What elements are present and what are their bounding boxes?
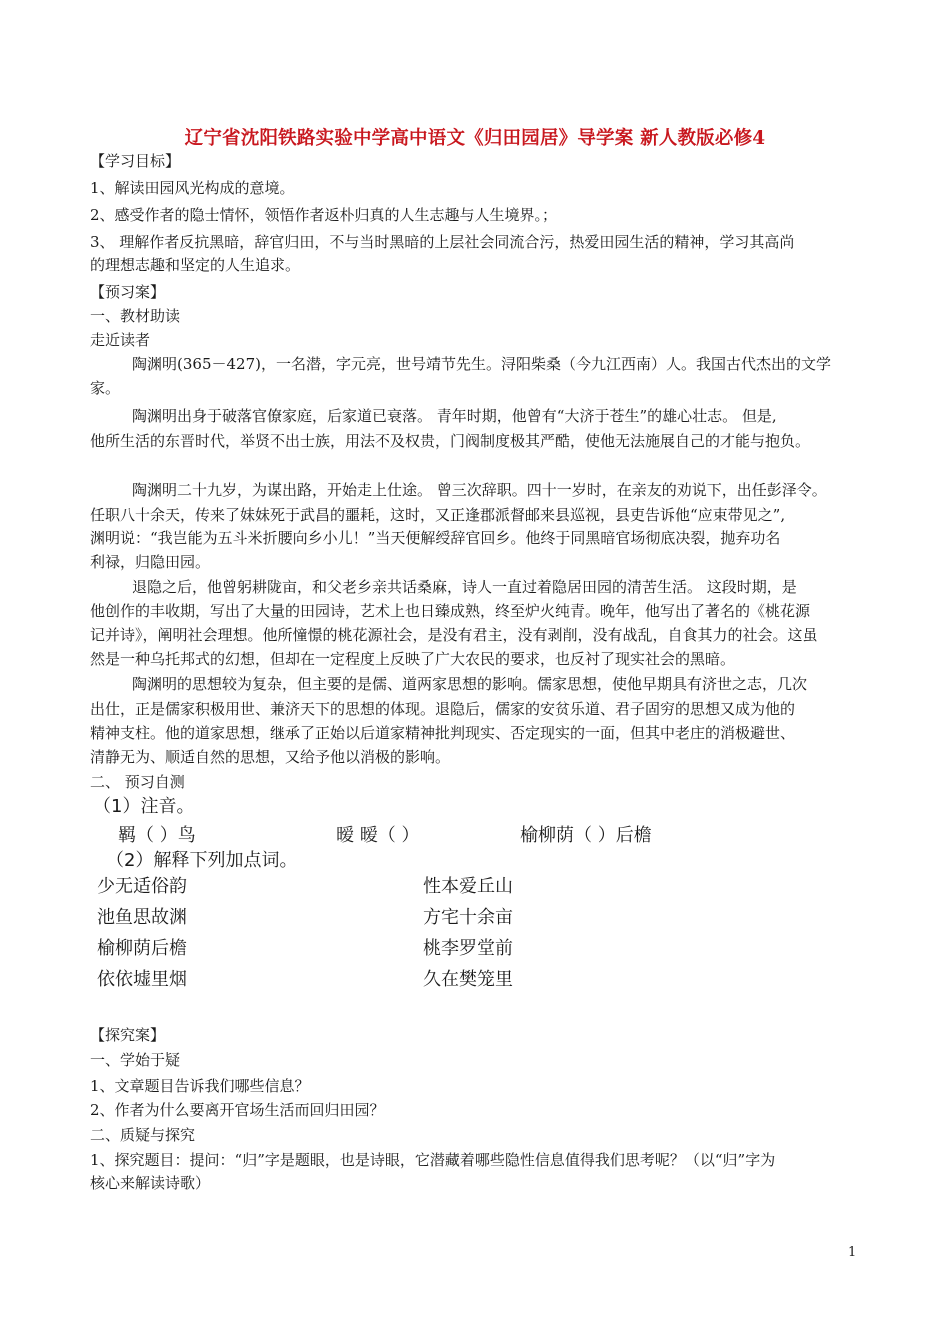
goal-item: 2、感受作者的隐士情怀，领悟作者返朴归真的人生志趣与人生境界。； [90, 206, 558, 224]
paragraph-line: 然是一种乌托邦式的幻想，但却在一定程度上反映了广大农民的要求，也反衬了现实社会的黑暗。 [90, 650, 736, 668]
paragraph-line: 精神支柱。他的道家思想，继承了正始以后道家精神批判现实、否定现实的一面，但其中老庄的消极避世、 [90, 724, 796, 742]
explain-item: 性本爱丘山 [423, 876, 513, 897]
paragraph-line: 家。 [90, 379, 121, 397]
section-heading: 二、质疑与探究 [90, 1126, 196, 1144]
paragraph-line: 记并诗》，阐明社会理想。他所憧憬的桃花源社会，是没有君主，没有剥削，没有战乱，自食其力的社会。这虽 [90, 626, 818, 644]
section-heading: 一、学始于疑 [90, 1051, 181, 1069]
explain-item: 久在樊笼里 [423, 969, 513, 990]
document-title: 辽宁省沈阳铁路实验中学高中语文《归田园居》导学案 新人教版必修4 [184, 128, 766, 149]
paragraph-line: 他创作的丰收期，写出了大量的田园诗，艺术上也日臻成熟，终至炉火纯青。晚年，他写出了著名的《桃花源 [90, 602, 811, 620]
paragraph-line: 陶渊明出身于破落官僚家庭，后家道已衰落。 青年时期，他曾有“大济于苍生”的雄心壮志。 但是, [132, 407, 777, 425]
paragraph-line: 出仕，正是儒家积极用世、兼济天下的思想的体现。退隐后，儒家的安贫乐道、君子固穷的思想又成为他的 [90, 700, 796, 718]
goals-header: 【学习目标】 [90, 152, 181, 170]
paragraph-line: 他所生活的东晋时代，举贤不出士族，用法不及权贵，门阀制度极其严酷，使他无法施展自己的才能与抱负。 [90, 432, 811, 450]
explain-item: 依依墟里烟 [97, 969, 187, 990]
explore-header: 【探究案】 [90, 1026, 166, 1044]
paragraph-line: 陶渊明二十九岁，为谋出路，开始走上仕途。 曾三次辞职。四十一岁时，在亲友的劝说下，出任彭泽令。 [132, 481, 827, 499]
question: 2、作者为什么要离开官场生活而回归田园？ [90, 1101, 385, 1119]
subheading: 走近读者 [90, 331, 151, 349]
paragraph-line: 陶渊明(365－427)，一名潜，字元亮，世号靖节先生。浔阳柴桑（今九江西南）人。我国古代杰出的文学 [132, 355, 831, 373]
pinyin-item: 羁（ ）鸟 [118, 825, 196, 846]
page-number: 1 [848, 1245, 857, 1260]
section-heading: 一、教材助读 [90, 307, 181, 325]
goal-item: 的理想志趣和坚定的人生追求。 [90, 256, 301, 274]
explain-item: 桃李罗堂前 [423, 938, 513, 959]
pinyin-item: 暧 暧（ ） [336, 825, 420, 846]
goal-item: 1、解读田园风光构成的意境。 [90, 179, 295, 197]
question: 核心来解读诗歌） [90, 1174, 211, 1192]
explain-item: 方宅十余亩 [423, 907, 513, 928]
paragraph-line: 任职八十余天，传来了妹妹死于武昌的噩耗，这时，又正逢郡派督邮来县巡视，县吏告诉他“应束带见之”, [90, 506, 786, 524]
preview-header: 【预习案】 [90, 283, 166, 301]
question: 1、探究题目：提问：“归”字是题眼，也是诗眼，它潜藏着哪些隐性信息值得我们思考呢？（以“归”字为 [90, 1151, 776, 1169]
explain-header: （2）解释下列加点词。 [106, 850, 298, 871]
paragraph-line: 清静无为、顺适自然的思想，又给予他以消极的影响。 [90, 748, 451, 766]
paragraph-line: 退隐之后，他曾躬耕陇亩，和父老乡亲共话桑麻，诗人一直过着隐居田园的清苦生活。 这段时期，是 [132, 578, 797, 596]
explain-item: 池鱼思故渊 [97, 907, 187, 928]
pinyin-header: （1）注音。 [93, 796, 195, 817]
section-heading: 二、 预习自测 [90, 773, 185, 791]
question: 1、文章题目告诉我们哪些信息？ [90, 1077, 310, 1095]
goal-item: 3、 理解作者反抗黑暗，辞官归田，不与当时黑暗的上层社会同流合污，热爱田园生活的精神，学习其高尚 [90, 233, 795, 251]
paragraph-line: 陶渊明的思想较为复杂，但主要的是儒、道两家思想的影响。儒家思想，使他早期具有济世之志，几次 [132, 675, 808, 693]
explain-item: 少无适俗韵 [97, 876, 187, 897]
paragraph-line: 渊明说：“我岂能为五斗米折腰向乡小儿！”当天便解绶辞官回乡。他终于同黑暗官场彻底决裂，抛弃功名 [90, 529, 781, 547]
explain-item: 榆柳荫后檐 [97, 938, 187, 959]
pinyin-item: 榆柳荫（ ）后檐 [520, 825, 652, 846]
paragraph-line: 利禄，归隐田园。 [90, 553, 211, 571]
